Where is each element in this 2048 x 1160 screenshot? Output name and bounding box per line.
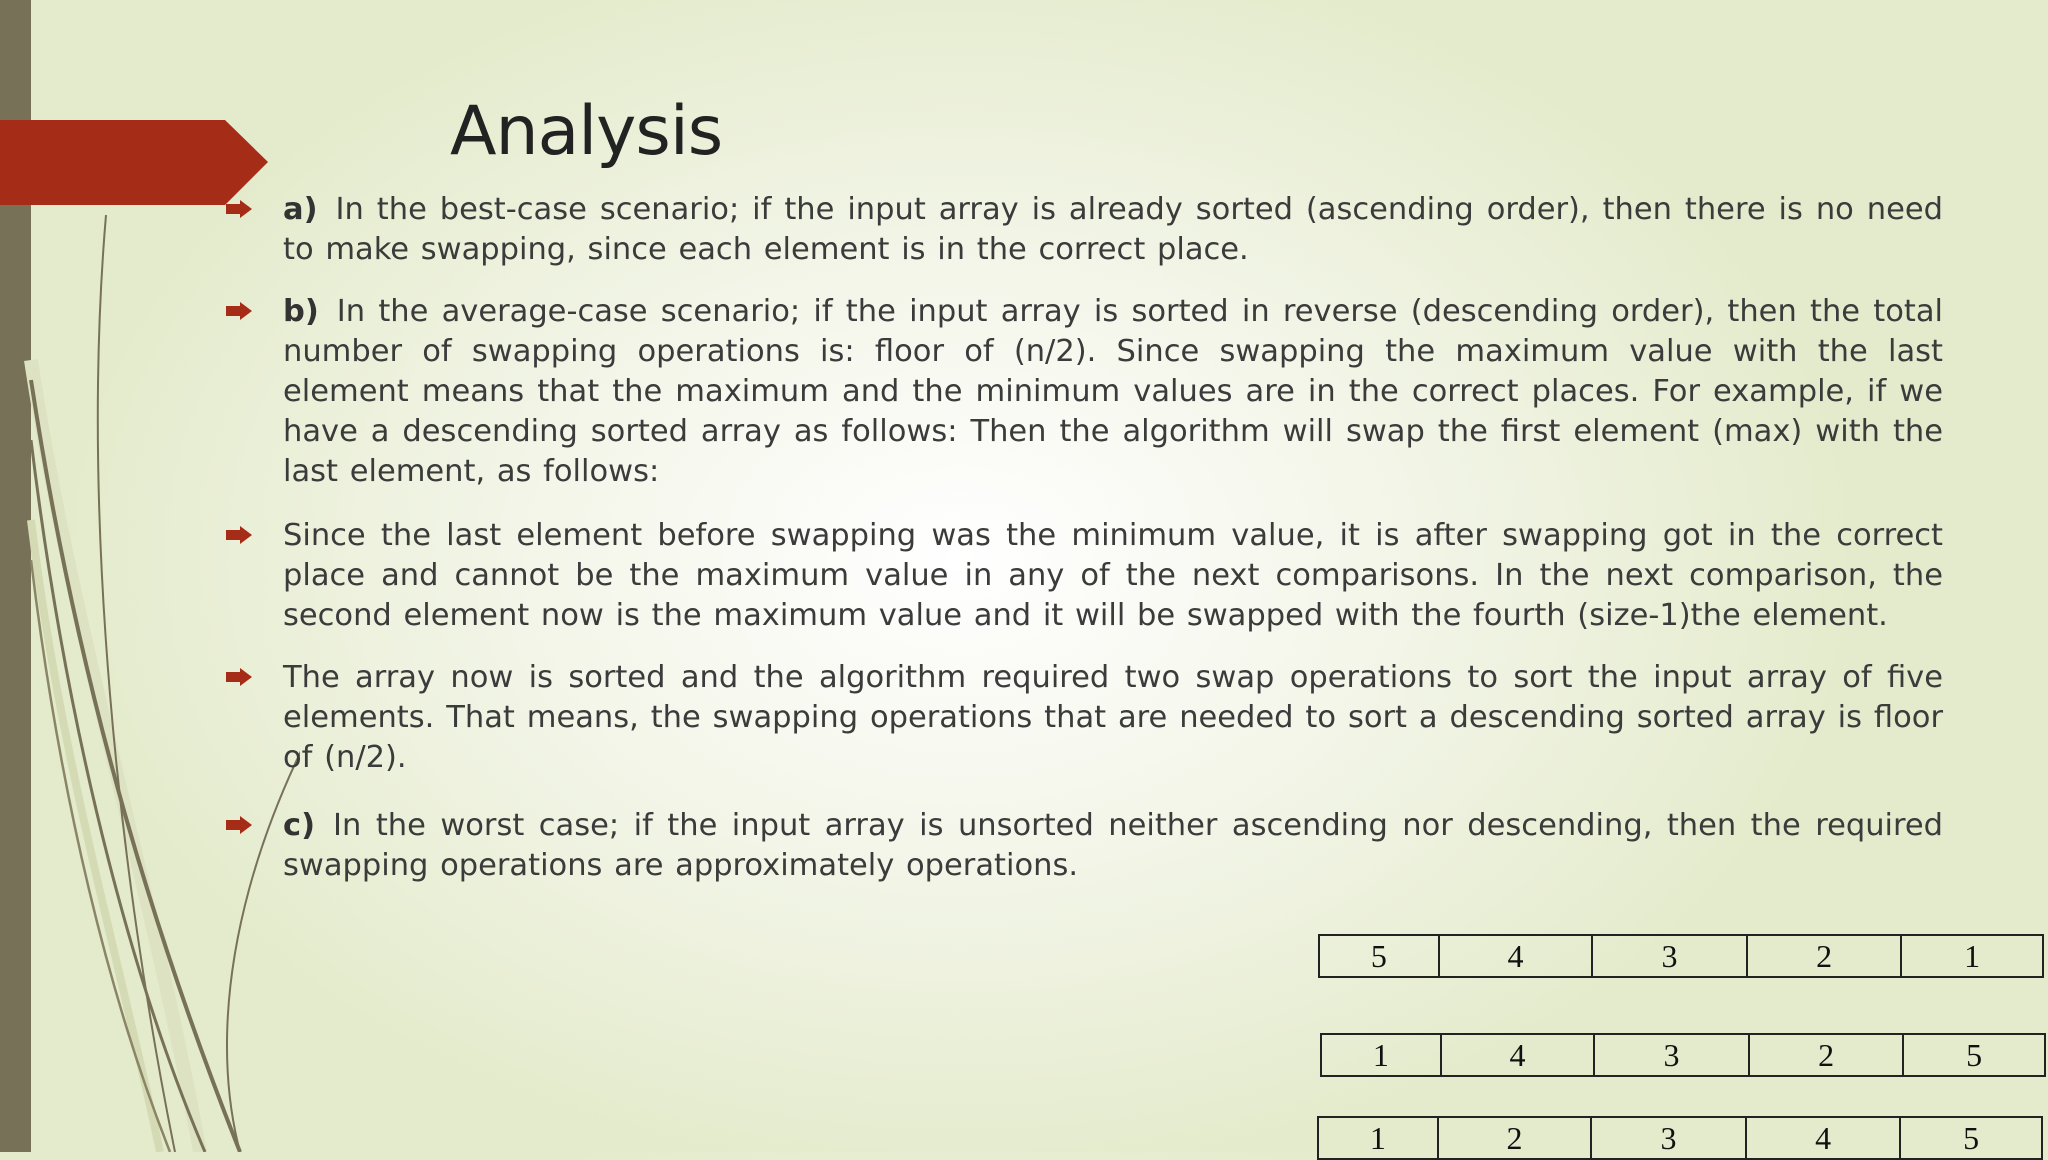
bullet-text — [283, 516, 1943, 636]
array-table-initial — [1318, 934, 2044, 978]
bullet-label: a) — [283, 192, 318, 227]
bullet-text — [283, 806, 1943, 886]
bullet-text — [283, 190, 1943, 270]
array-cell: 2 — [1438, 1117, 1592, 1159]
array-cell: 2 — [1749, 1034, 1904, 1076]
array-cell: 5 — [1903, 1034, 2045, 1076]
array-cell: 4 — [1746, 1117, 1901, 1159]
arrow-right-icon — [226, 816, 252, 834]
bullet-body: In the average-case scenario; if the input array is sorted in reverse (descending order), then the total number of swapping operations is: floor of (n/2). Since swapping the maximum value with the last element means that the maximum and the minimum values are in the correct places. For example, if we have a descending sorted array as follows: Then the algorithm will swap the first element (max) with the last element, as follows: — [283, 294, 1943, 489]
arrow-right-icon — [226, 526, 252, 544]
array-cell: 1 — [1321, 1034, 1441, 1076]
slide-title: Analysis — [450, 92, 723, 171]
array-cell: 5 — [1319, 935, 1439, 977]
bullet-body: In the best-case scenario; if the input array is already sorted (ascending order), then there is no need to make swapping, since each element is in the correct place. — [283, 192, 1943, 267]
arrow-right-icon — [226, 200, 252, 218]
title-accent-tab — [0, 120, 270, 205]
bullet-label: b) — [283, 294, 319, 329]
bullet-text — [283, 292, 1943, 492]
bullet-text — [283, 658, 1943, 778]
table-row — [1318, 1117, 2042, 1159]
bullet-body: In the worst case; if the input array is unsorted neither ascending nor descending, then the required swapping operations are approximately operations. — [283, 808, 1943, 883]
bullet-body: The array now is sorted and the algorithm required two swap operations to sort the input array of five elements. That means, the swapping operations that are needed to sort a descending sorted array is floor of (n/2). — [283, 660, 1943, 775]
bullet-body: Since the last element before swapping was the minimum value, it is after swapping got in the correct place and cannot be the maximum value in any of the next comparisons. In the next comparison, the second element now is the maximum value and it will be swapped with the fourth (size-1)the element. — [283, 518, 1943, 633]
array-cell: 4 — [1439, 935, 1593, 977]
array-cell: 4 — [1441, 1034, 1595, 1076]
array-cell: 1 — [1901, 935, 2043, 977]
table-row — [1319, 935, 2043, 977]
array-cell: 3 — [1594, 1034, 1749, 1076]
array-table-sorted — [1317, 1116, 2043, 1160]
array-cell: 2 — [1747, 935, 1902, 977]
array-cell: 5 — [1900, 1117, 2042, 1159]
array-cell: 3 — [1592, 935, 1747, 977]
arrow-right-icon — [226, 302, 252, 320]
bullet-label: c) — [283, 808, 316, 843]
table-row — [1321, 1034, 2045, 1076]
array-table-after-swap — [1320, 1033, 2046, 1077]
array-cell: 1 — [1318, 1117, 1438, 1159]
array-cell: 3 — [1591, 1117, 1746, 1159]
arrow-right-icon — [226, 668, 252, 686]
